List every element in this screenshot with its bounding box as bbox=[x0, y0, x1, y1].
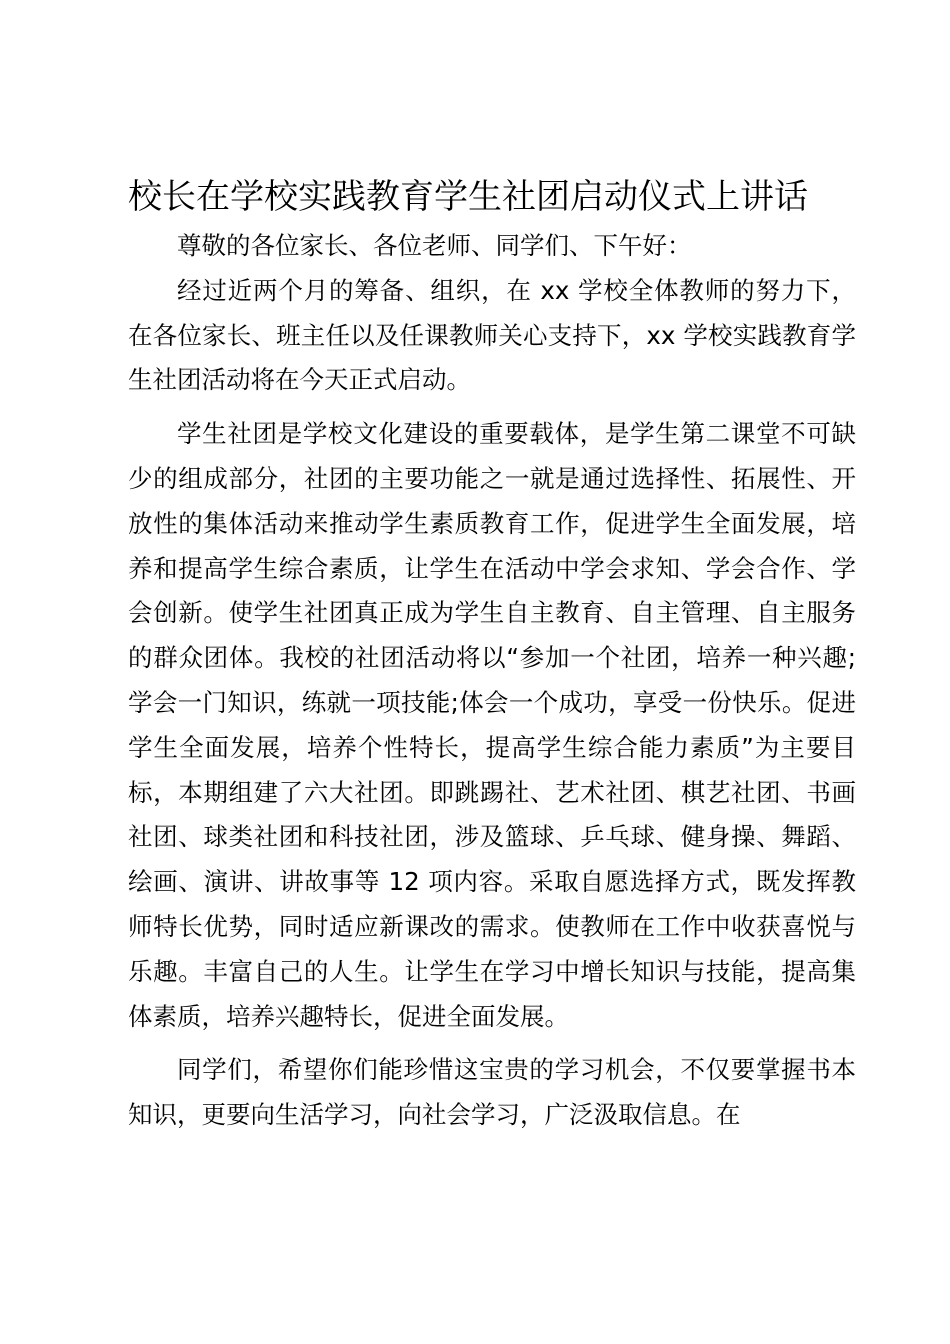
paragraph: 学生社团是学校文化建设的重要载体，是学生第二课堂不可缺少的组成部分，社团的主要功能之一就是通过选择性、拓展性、开放性的集体活动来推动学生素质教育工作，促进学生全面发展，培养和提高学生综合素质，让学生在活动中学会求知、学会合作、学会创新。使学生社团真正成为学生自主教育、自主管理、自主服务的群众团体。我校的社团活动将以“参加一个社团，培养一种兴趣;学会一门知识，练就一项技能;体会一个成功，享受一份快乐。促进学生全面发展，培养个性特长，提高学生综合能力素质”为主要目标，本期组建了六大社团。即跳踢社、艺术社团、棋艺社团、书画社团、球类社团和科技社团，涉及篮球、乒乓球、健身操、舞蹈、绘画、演讲、讲故事等 12 项内容。采取自愿选择方式，既发挥教师特长优势，同时适应新课改的需求。使教师在工作中收获喜悦与乐趣。丰富自己的人生。让学生在学习中增长知识与技能，提高集体素质，培养兴趣特长，促进全面发展。 bbox=[128, 419, 856, 1031]
paragraph: 经过近两个月的筹备、组织，在 xx 学校全体教师的努力下，在各位家长、班主任以及任课教师关心支持下，xx 学校实践教育学生社团活动将在今天正式启动。 bbox=[128, 275, 856, 395]
document-body bbox=[128, 224, 856, 1147]
paragraph: 同学们，希望你们能珍惜这宝贵的学习机会，不仅要掌握书本知识，更要向生活学习，向社会学习，广泛汲取信息。在 bbox=[128, 1055, 856, 1130]
salutation: 尊敬的各位家长、各位老师、同学们、下午好： bbox=[177, 231, 692, 260]
document-title: 校长在学校实践教育学生社团启动仪式上讲话 bbox=[128, 177, 808, 217]
